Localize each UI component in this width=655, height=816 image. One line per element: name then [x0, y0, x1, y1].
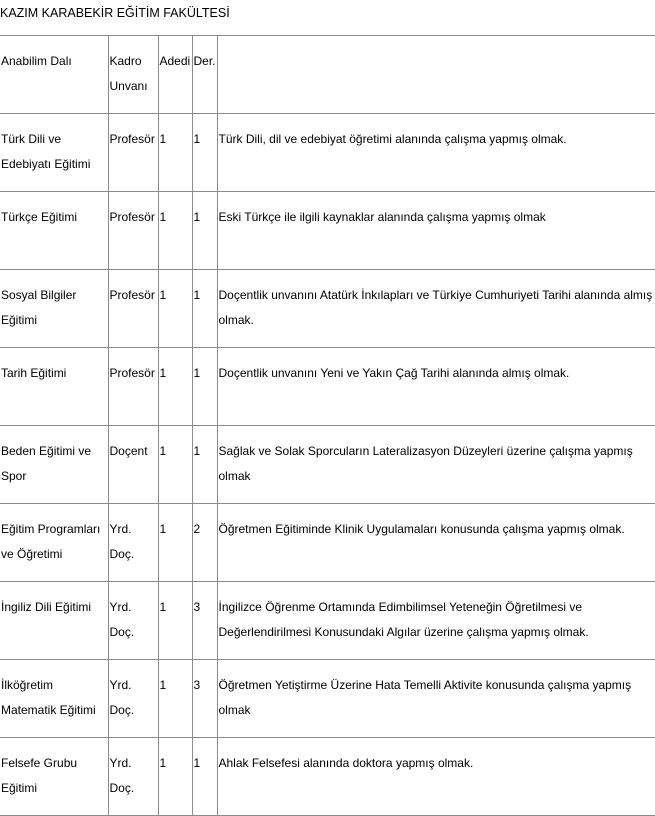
cell-degree: 1 — [192, 270, 217, 348]
cell-degree: 3 — [192, 582, 217, 660]
cell-degree: 1 — [192, 114, 217, 192]
cell-title: Yrd. Doç. — [108, 660, 158, 738]
cell-description: Doçentlik unvanını Yeni ve Yakın Çağ Tarihi alanında almış olmak. — [217, 348, 655, 426]
cell-description: Doçentlik unvanını Atatürk İnkılapları ve Türkiye Cumhuriyeti Tarihi alanında almış olmak. — [217, 270, 655, 348]
positions-table — [0, 35, 655, 816]
cell-degree: 2 — [192, 504, 217, 582]
cell-department: Sosyal Bilgiler Eğitimi — [0, 270, 108, 348]
cell-degree: 1 — [192, 348, 217, 426]
cell-title: Doçent — [108, 426, 158, 504]
header-description — [217, 36, 655, 114]
cell-title: Profesör — [108, 270, 158, 348]
cell-department: İngiliz Dili Eğitimi — [0, 582, 108, 660]
table-row — [0, 270, 655, 348]
cell-description: Öğretmen Yetiştirme Üzerine Hata Temelli Aktivite konusunda çalışma yapmış olmak — [217, 660, 655, 738]
header-count: Adedi — [158, 36, 192, 114]
table-row — [0, 738, 655, 816]
cell-count: 1 — [158, 426, 192, 504]
cell-degree: 1 — [192, 738, 217, 816]
cell-department: Türk Dili ve Edebiyatı Eğitimi — [0, 114, 108, 192]
cell-department: İlköğretim Matematik Eğitimi — [0, 660, 108, 738]
table-row — [0, 114, 655, 192]
cell-count: 1 — [158, 114, 192, 192]
cell-degree: 1 — [192, 426, 217, 504]
cell-title: Profesör — [108, 192, 158, 270]
header-title: Kadro Unvanı — [108, 36, 158, 114]
cell-count: 1 — [158, 192, 192, 270]
cell-description: Sağlak ve Solak Sporcuların Lateralizasyon Düzeyleri üzerine çalışma yapmış olmak — [217, 426, 655, 504]
cell-title: Yrd. Doç. — [108, 504, 158, 582]
cell-description: Ahlak Felsefesi alanında doktora yapmış olmak. — [217, 738, 655, 816]
table-row — [0, 582, 655, 660]
table-row — [0, 426, 655, 504]
cell-description: Öğretmen Eğitiminde Klinik Uygulamaları konusunda çalışma yapmış olmak. — [217, 504, 655, 582]
cell-degree: 1 — [192, 192, 217, 270]
table-row — [0, 348, 655, 426]
cell-count: 1 — [158, 504, 192, 582]
cell-title: Yrd. Doç. — [108, 738, 158, 816]
cell-department: Türkçe Eğitimi — [0, 192, 108, 270]
cell-count: 1 — [158, 738, 192, 816]
cell-count: 1 — [158, 582, 192, 660]
cell-degree: 3 — [192, 660, 217, 738]
cell-count: 1 — [158, 660, 192, 738]
cell-department: Eğitim Programları ve Öğretimi — [0, 504, 108, 582]
table-row — [0, 192, 655, 270]
cell-description: Eski Türkçe ile ilgili kaynaklar alanında çalışma yapmış olmak — [217, 192, 655, 270]
cell-title: Profesör — [108, 114, 158, 192]
cell-description: Türk Dili, dil ve edebiyat öğretimi alanında çalışma yapmış olmak. — [217, 114, 655, 192]
cell-department: Tarih Eğitimi — [0, 348, 108, 426]
header-department: Anabilim Dalı — [0, 36, 108, 114]
cell-description: İngilizce Öğrenme Ortamında Edimbilimsel Yeteneğin Öğretilmesi ve Değerlendirilmesi Konusundaki Algılar üzerine çalışma yapmış olmak. — [217, 582, 655, 660]
faculty-title: KAZIM KARABEKİR EĞİTİM FAKÜLTESİ — [0, 6, 230, 20]
cell-department: Felsefe Grubu Eğitimi — [0, 738, 108, 816]
cell-title: Profesör — [108, 348, 158, 426]
cell-title: Yrd. Doç. — [108, 582, 158, 660]
cell-count: 1 — [158, 270, 192, 348]
cell-department: Beden Eğitimi ve Spor — [0, 426, 108, 504]
table-header-row — [0, 36, 655, 114]
header-degree: Der. — [192, 36, 217, 114]
table-row — [0, 660, 655, 738]
table-row — [0, 504, 655, 582]
cell-count: 1 — [158, 348, 192, 426]
